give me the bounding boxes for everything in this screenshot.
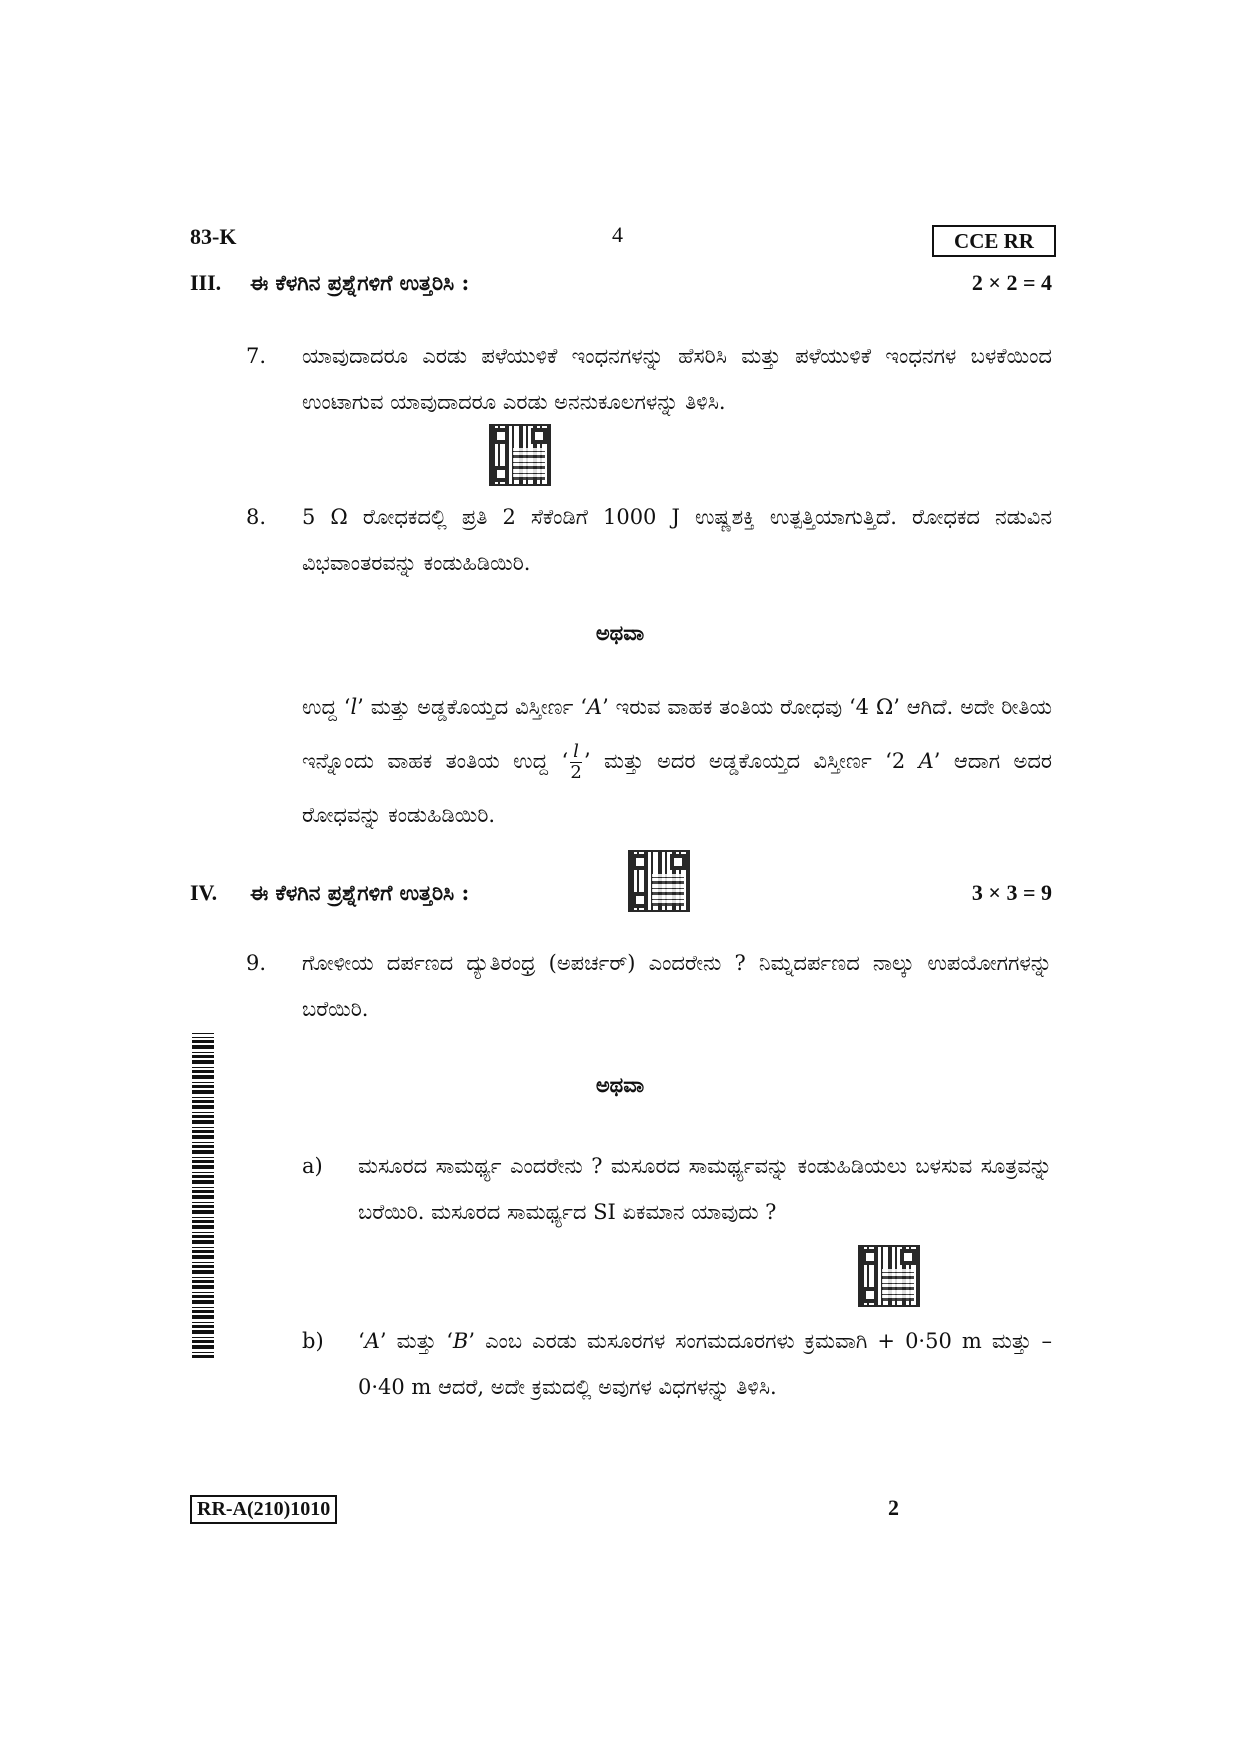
section-4-number: IV. bbox=[190, 880, 218, 905]
q9b-A: A bbox=[364, 1329, 380, 1353]
barcode-icon bbox=[192, 1033, 214, 1358]
qr-code-icon bbox=[858, 1245, 920, 1307]
fraction-numerator: l bbox=[570, 742, 582, 763]
q9b-B: B bbox=[452, 1329, 469, 1353]
or-label-1: ಅಥವಾ bbox=[595, 620, 645, 645]
section-4-marks: 3 × 3 = 9 bbox=[971, 880, 1052, 905]
paper-code: 83-K bbox=[190, 224, 237, 249]
q8alt-A2: A bbox=[918, 749, 934, 773]
footer-code: RR-A(210)1010 bbox=[190, 1495, 337, 1524]
section-4-title: ಈ ಕೆಳಗಿನ ಪ್ರಶ್ನೆಗಳಿಗೆ ಉತ್ತರಿಸಿ : bbox=[250, 880, 470, 905]
q9b-p3: ’ ಎಂಬ ಎರಡು ಮಸೂರಗಳ ಸಂಗಮದೂರಗಳು ಕ್ರಮವಾಗಿ + 0·50 m ಮತ್ತು – 0·40 m ಆದರೆ, ಅದೇ ಕ್ರಮದಲ್ಲಿ ಅವುಗಳ ವಿಧಗಳನ್ನು ತಿಳಿಸಿ. bbox=[358, 1329, 1052, 1399]
question-7-text: ಯಾವುದಾದರೂ ಎರಡು ಪಳೆಯುಳಿಕೆ ಇಂಧನಗಳನ್ನು ಹೆಸರಿಸಿ ಮತ್ತು ಪಳೆಯುಳಿಕೆ ಇಂಧನಗಳ ಬಳಕೆಯಿಂದ ಉಂಟಾಗುವ ಯಾವುದಾದರೂ ಎರಡು ಅನನುಕೂಲಗಳನ್ನು ತಿಳಿಸಿ. bbox=[302, 344, 1052, 414]
question-9b-label: b) bbox=[302, 1329, 324, 1353]
q9b-p2: ’ ಮತ್ತು ‘ bbox=[379, 1329, 453, 1353]
q8alt-l: l bbox=[350, 695, 358, 719]
fraction-denominator: 2 bbox=[570, 762, 582, 783]
question-9-text: ಗೋಳೀಯ ದರ್ಪಣದ ದ್ಯುತಿರಂಧ್ರ (ಅಪರ್ಚರ್) ಎಂದರೇನು ? ನಿಮ್ನದರ್ಪಣದ ನಾಲ್ಕು ಉಪಯೋಗಗಳನ್ನು ಬರೆಯಿರಿ. bbox=[302, 951, 1052, 1021]
page-number-top: 4 bbox=[612, 222, 623, 247]
section-3-title: ಈ ಕೆಳಗಿನ ಪ್ರಶ್ನೆಗಳಿಗೆ ಉತ್ತರಿಸಿ : bbox=[250, 270, 470, 295]
qr-code-icon bbox=[628, 850, 690, 912]
q8alt-part3: ’ ಇರುವ ವಾಹಕ ತಂತಿಯ ರೋಧವು ‘4 Ω’ ಆಗಿದೆ. ಅದೇ ರೀತಿಯ ಇನ್ನೊಂದು ವಾಹಕ ತಂತಿಯ ಉದ್ದ ‘ bbox=[302, 695, 1052, 773]
question-9b-text bbox=[358, 1318, 1052, 1410]
question-9a-label: a) bbox=[302, 1154, 323, 1178]
footer-page-number: 2 bbox=[888, 1495, 899, 1520]
q9b-p1: ‘ bbox=[358, 1329, 365, 1353]
question-9-number: 9. bbox=[246, 951, 267, 975]
question-8-alternative bbox=[302, 680, 1052, 842]
q8alt-part2: ’ ಮತ್ತು ಅಡ್ಡಕೊಯ್ತದ ವಿಸ್ತೀರ್ಣ ‘ bbox=[357, 695, 587, 719]
question-9a-text: ಮಸೂರದ ಸಾಮರ್ಥ್ಯ ಎಂದರೇನು ? ಮಸೂರದ ಸಾಮರ್ಥ್ಯವನ್ನು ಕಂಡುಹಿಡಿಯಲು ಬಳಸುವ ಸೂತ್ರವನ್ನು ಬರೆಯಿರಿ. ಮಸೂರದ ಸಾಮರ್ಥ್ಯದ SI ಏಕಮಾನ ಯಾವುದು ? bbox=[358, 1154, 1052, 1224]
or-label-2: ಅಥವಾ bbox=[595, 1072, 645, 1097]
qr-code-icon bbox=[489, 424, 551, 486]
q8alt-part1: ಉದ್ದ ‘ bbox=[302, 695, 351, 719]
question-8-text: 5 Ω ರೋಧಕದಲ್ಲಿ ಪ್ರತಿ 2 ಸೆಕೆಂಡಿಗೆ 1000 J ಉಷ್ಣಶಕ್ತಿ ಉತ್ಪತ್ತಿಯಾಗುತ್ತಿದೆ. ರೋಧಕದ ನಡುವಿನ ವಿಭವಾಂತರವನ್ನು ಕಂಡುಹಿಡಿಯಿರಿ. bbox=[302, 505, 1052, 575]
section-3-number: III. bbox=[190, 270, 222, 295]
cce-rr-badge: CCE RR bbox=[932, 225, 1056, 257]
fraction-l-over-2 bbox=[570, 742, 582, 783]
q8alt-part5: ’ ಆದಾಗ ಅದರ ರೋಧವನ್ನು ಕಂಡುಹಿಡಿಯಿರಿ. bbox=[302, 749, 1052, 827]
question-8-number: 8. bbox=[246, 505, 267, 529]
q8alt-A: A bbox=[586, 695, 603, 719]
q8alt-part4: ’ ಮತ್ತು ಅದರ ಅಡ್ಡಕೊಯ್ತದ ವಿಸ್ತೀರ್ಣ ‘2 bbox=[583, 749, 919, 773]
section-3-marks: 2 × 2 = 4 bbox=[971, 270, 1052, 295]
question-7-number: 7. bbox=[246, 344, 267, 368]
